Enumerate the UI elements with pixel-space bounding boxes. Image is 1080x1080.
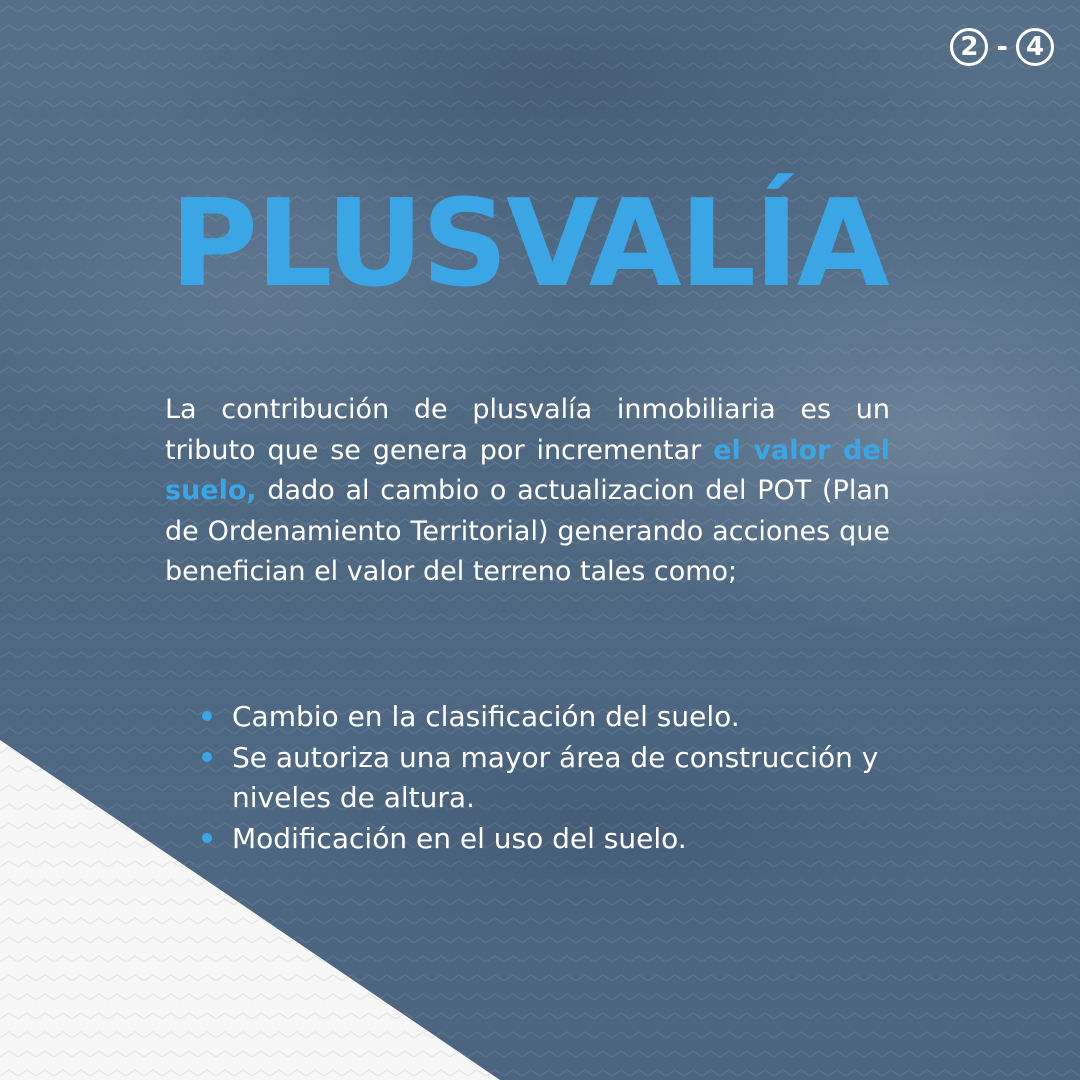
page-title: PLUSVALÍA (170, 175, 888, 314)
list-item (200, 697, 920, 738)
bullet-dot-icon (202, 833, 212, 843)
bullet-dot-icon (202, 752, 212, 762)
page-separator: - (996, 30, 1008, 63)
body-text-part-1: La contribución de plusvalía inmobiliaria es un tributo que se genera por incrementar (165, 394, 890, 466)
list-item-text: Modificación en el uso del suelo. (232, 821, 687, 855)
list-item (200, 819, 920, 860)
current-page-number: 2 (950, 28, 988, 66)
total-pages-number: 4 (1016, 28, 1054, 66)
list-item-text: Cambio en la clasificación del suelo. (232, 700, 740, 733)
list-item (200, 738, 920, 819)
bullet-list (200, 697, 920, 859)
bullet-dot-icon (202, 711, 212, 721)
page-indicator (950, 28, 1054, 66)
body-paragraph (165, 390, 890, 593)
list-item-text: Se autoriza una mayor área de construcción y niveles de altura. (232, 740, 879, 814)
body-text-part-2: dado al cambio o actualizacion del POT (Plan de Ordenamiento Territorial) generando acciones que benefician el valor del terreno tales como; (165, 475, 890, 587)
body-highlight: el valor del suelo, (165, 434, 890, 506)
